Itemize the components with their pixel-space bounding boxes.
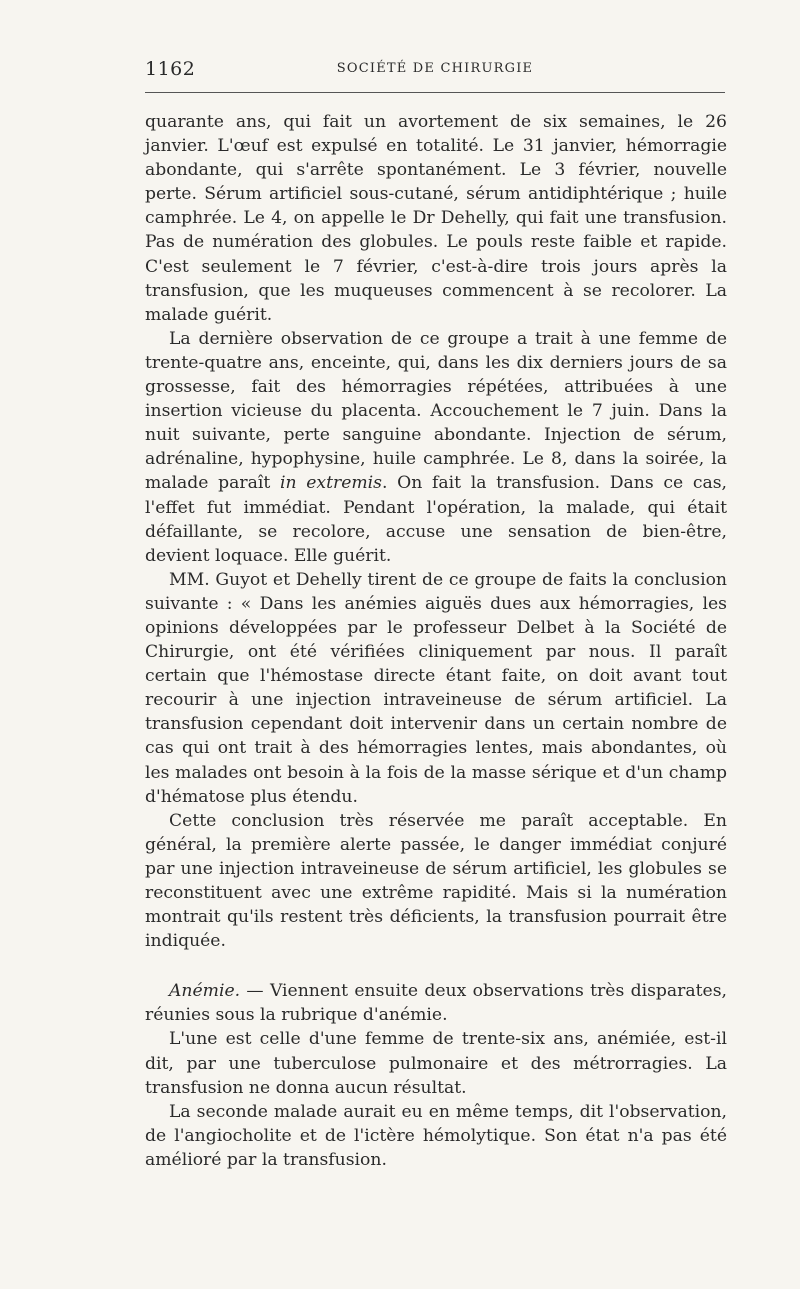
paragraph-second-case: La seconde malade aurait eu en même temps, dit l'observation, de l'angiocholite et de l'ictère hémolytique. Son état n'a pas été amélioré par la transfusion.	[145, 1101, 727, 1170]
header-rule	[145, 92, 725, 93]
page-number: 1162	[145, 58, 196, 80]
italic-phrase: in extremis	[279, 473, 383, 494]
running-head: SOCIÉTÉ DE CHIRURGIE	[336, 61, 534, 76]
page-header	[145, 52, 725, 86]
paragraph-author-opinion: Cette conclusion très réservée me paraît acceptable. En général, la première alerte passée, le danger immédiat conjuré par une injection intraveineuse de sérum artificiel, les globules se reconstituent avec une extrême rapidité. Mais si la numération montrait qu'ils restent très déficients, la transfusion pourrait être indiquée.	[145, 810, 727, 952]
paragraph-first-case: L'une est celle d'une femme de trente-six ans, anémiée, est-il dit, par une tuberculose pulmonaire et des métrorragies. La transfusion ne donna aucun résultat.	[145, 1029, 727, 1098]
paragraph-text: La dernière observation de ce groupe a trait à une femme de trente-quatre ans, enceinte, qui, dans les dix derniers jours de sa grossesse, fait des hémorragies répétées, attribuées à une insertion vicieuse du placenta. Accouchement le 7 juin. Dans la nuit suivante, perte sanguine abondante. Injection de sérum, adrénaline, hypophysine, huile camphrée. Le 8, dans la soirée, la malade paraît	[145, 328, 727, 494]
paragraph-last-observation	[145, 327, 727, 568]
paragraph-continued: quarante ans, qui fait un avortement de six semaines, le 26 janvier. L'œuf est expulsé en totalité. Le 31 janvier, hémorragie abondante, qui s'arrête spontanément. Le 3 février, nouvelle perte. Sérum artificiel sous-cutané, sérum antidiphtérique ; huile camphrée. Le 4, on appelle le Dr Dehelly, qui fait une transfusion. Pas de numération des globules. Le pouls reste faible et rapide. C'est seulement le 7 février, c'est-à-dire trois jours après la transfusion, que les muqueuses commencent à se recolorer. La malade guérit.	[145, 112, 727, 325]
paragraph-text: . On fait la transfusion. Dans ce cas, l'effet fut immédiat. Pendant l'opération, la malade, qui était défaillante, se recolore, accuse une sensation de bien-être, devient loquace. Elle guérit.	[145, 473, 727, 566]
paragraph-text: — Viennent ensuite deux observations très disparates, réunies sous la rubrique d'anémie.	[145, 981, 727, 1026]
section-heading: Anémie.	[169, 981, 241, 1002]
body-text	[145, 110, 727, 1172]
paragraph-anemie-section	[145, 979, 727, 1027]
paragraph-conclusion-quote: MM. Guyot et Dehelly tirent de ce groupe de faits la conclusion suivante : « Dans les anémies aiguës dues aux hémorragies, les opinions développées par le professeur Delbet à la Société de Chirurgie, ont été vérifiées cliniquement par nous. Il paraît certain que l'hémostase directe étant faite, on doit avant tout recourir à une injection intraveineuse de sérum artificiel. La transfusion cependant doit intervenir dans un certain nombre de cas qui ont trait à des hémorragies lentes, mais abondantes, où les malades ont besoin à la fois de la masse sérique et d'un champ d'hématose plus étendu.	[145, 569, 727, 807]
